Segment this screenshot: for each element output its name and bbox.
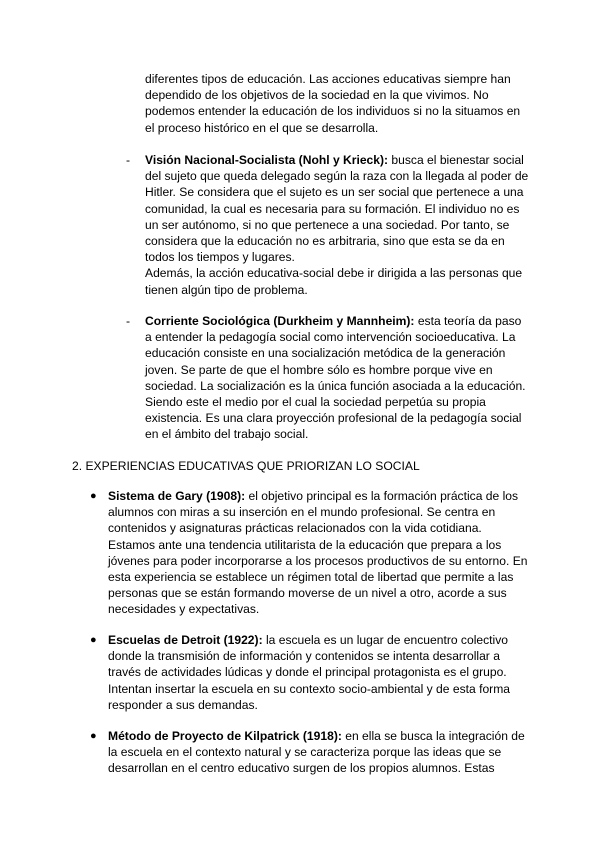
dash-item-title: Corriente Sociológica (Durkheim y Mannheim):: [145, 314, 415, 328]
dash-item-text: [145, 152, 530, 298]
dash-marker: -: [126, 153, 131, 167]
bullet-item-body: el objetivo principal es la formación práctica de los alumnos con miras a su inserción en el mundo profesional. Se centra en contenidos y asignaturas prácticas relacionados con la vida cotidiana. Estamos ante una tendencia utilitarista de la educación que prepara a los jóvenes para poder incorporarse a los procesos productivos de su entorno. En esta experiencia se establece un régimen total de libertad que permite a las personas que se están formando moverse de un nivel a otro, acorde a sus necesidades y expectativas.: [108, 489, 528, 617]
bullet-marker: ●: [90, 490, 97, 502]
dash-marker: -: [126, 314, 131, 328]
bullet-marker: ●: [90, 730, 97, 742]
section-heading: 2. EXPERIENCIAS EDUCATIVAS QUE PRIORIZAN LO SOCIAL: [72, 459, 420, 473]
dash-item-extra: Además, la acción educativa-social debe ir dirigida a las personas que tienen algún tipo de problema.: [145, 266, 523, 297]
bullet-marker: ●: [90, 634, 97, 646]
dash-item-body: busca el bienestar social del sujeto que queda delegado según la raza con la llegada al poder de Hitler. Se considera que el sujeto es un ser social que pertenece a una comunidad, la cual es necesaria para su formación. El individuo no es un ser autónomo, si no que pertenece a una sociedad. Por tanto, se considera que la educación no es arbitraria, sino que esta se da en todos los tiempos y lugares.: [145, 153, 529, 265]
intro-paragraph: diferentes tipos de educación. Las acciones educativas siempre han dependido de los objetivos de la sociedad en la que vivimos. No podemos entender la educación de los individuos si no la situamos en el proceso histórico en el que se desarrolla.: [145, 72, 521, 135]
dash-item-body: esta teoría da paso a entender la pedagogía social como intervención socioeducativa. La educación consiste en una socialización metódica de la generación joven. Se parte de que el hombre sólo es hombre porque vive en sociedad. La socialización es la única función asociada a la educación. Siendo este el medio por el cual la sociedad perpetúa su propia existencia. Es una clara proyección profesional de la pedagogía social en el ámbito del trabajo social.: [145, 314, 526, 442]
bullet-item-text: [108, 632, 528, 713]
bullet-item-body: la escuela es un lugar de encuentro colectivo donde la transmisión de información y contenidos se intenta desarrollar a través de actividades lúdicas y donde el principal protagonista es el grupo. Intentan insertar la escuela en su contexto socio-ambiental y de esta forma responder a sus demandas.: [108, 633, 511, 712]
bullet-item-title: Método de Proyecto de Kilpatrick (1918):: [108, 729, 342, 743]
dash-item-title: Visión Nacional-Socialista (Nohl y Krieck):: [145, 153, 389, 167]
bullet-item-title: Escuelas de Detroit (1922):: [108, 633, 263, 647]
bullet-item-text: [108, 728, 528, 777]
bullet-item-body: en ella se busca la integración de la escuela en el contexto natural y se caracteriza porque las ideas que se desarrollan en el centro educativo surgen de los propios alumnos. Estas: [108, 729, 525, 776]
bullet-item-text: [108, 488, 528, 618]
dash-item-text: [145, 313, 530, 443]
bullet-item-title: Sistema de Gary (1908):: [108, 489, 246, 503]
